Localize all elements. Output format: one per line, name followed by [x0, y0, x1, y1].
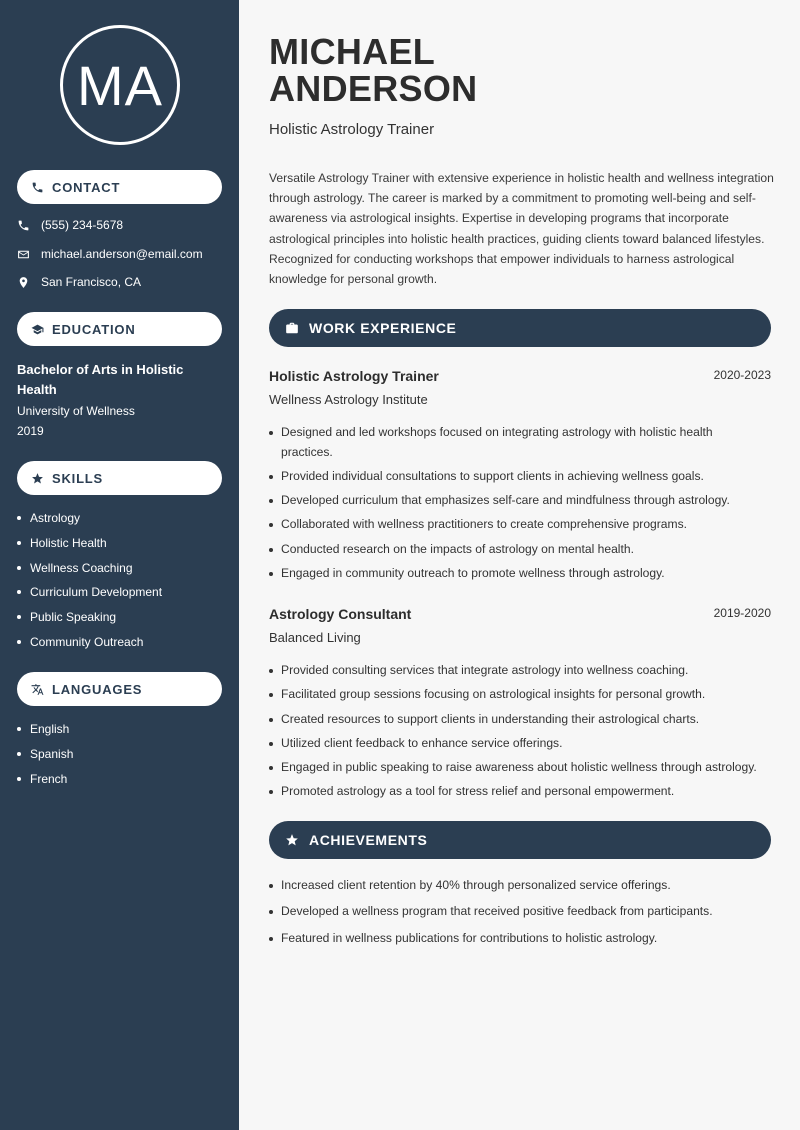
language-item: Spanish [17, 746, 73, 771]
contact-heading [17, 170, 222, 204]
job-headline: Holistic Astrology Trainer [269, 121, 435, 138]
star-icon [31, 472, 44, 485]
education-heading [17, 312, 222, 346]
skill-item: Astrology [17, 510, 162, 535]
job-bullet: Facilitated group sessions focusing on astrological insights for personal growth. [269, 685, 764, 705]
job-bullet: Created resources to support clients in understanding their astrological charts. [269, 710, 764, 730]
education-degree: Bachelor of Arts in Holistic Health [17, 362, 184, 397]
skill-item: Community Outreach [17, 634, 162, 659]
achievement-item: Featured in wellness publications for contributions to holistic astrology. [269, 929, 769, 949]
job-bullet: Provided individual consultations to support clients in achieving wellness goals. [269, 467, 764, 487]
job-title: Holistic Astrology Trainer [269, 368, 439, 384]
phone-icon [31, 181, 44, 194]
achievements-heading [269, 821, 771, 859]
job-bullet: Conducted research on the impacts of astrology on mental health. [269, 540, 764, 560]
job-bullet: Collaborated with wellness practitioners to create comprehensive programs. [269, 515, 764, 535]
name-first: MICHAEL [269, 31, 436, 72]
job-bullet: Engaged in public speaking to raise awareness about holistic wellness through astrology. [269, 758, 764, 778]
education-year: 2019 [17, 424, 44, 438]
graduation-cap-icon [31, 323, 44, 336]
languages-heading-label: LANGUAGES [52, 681, 143, 697]
location-pin-icon [17, 276, 30, 289]
job-bullet: Utilized client feedback to enhance service offerings. [269, 734, 764, 754]
education-school: University of Wellness [17, 404, 135, 418]
job-bullet: Provided consulting services that integrate astrology into wellness coaching. [269, 661, 764, 681]
sidebar [0, 0, 239, 1130]
work-experience-heading-label: WORK EXPERIENCE [309, 320, 457, 336]
job-bullets [269, 423, 764, 588]
name-last: ANDERSON [269, 68, 478, 109]
phone-icon [17, 219, 30, 232]
language-item: English [17, 721, 73, 746]
job-bullet: Designed and led workshops focused on integrating astrology with holistic health practices. [269, 423, 764, 462]
job-bullets [269, 661, 764, 807]
achievement-item: Developed a wellness program that received positive feedback from participants. [269, 902, 769, 922]
job-bullet: Developed curriculum that emphasizes self-care and mindfulness through astrology. [269, 491, 764, 511]
skills-heading-label: SKILLS [52, 470, 104, 486]
email-text[interactable]: michael.anderson@email.com [41, 247, 203, 261]
job-company: Balanced Living [269, 630, 361, 645]
job-dates: 2019-2020 [713, 606, 771, 620]
star-icon [285, 833, 299, 847]
work-experience-heading [269, 309, 771, 347]
achievements-list [269, 876, 769, 955]
translate-icon [31, 683, 44, 696]
skills-heading [17, 461, 222, 495]
avatar-initials: MA [60, 25, 180, 145]
skill-item: Holistic Health [17, 535, 162, 560]
skills-list [17, 510, 162, 659]
briefcase-icon [285, 321, 299, 335]
profile-summary: Versatile Astrology Trainer with extensive experience in holistic health and wellness integration through astrology. The career is marked by a commitment to promoting well-being and self-awareness via astrological insights. Expertise in developing programs that incorporate astrological principles into holistic health practices, guiding clients toward balanced lifestyles. Recognized for conducting workshops that empower individuals to harness astrological knowledge for personal growth. [269, 171, 774, 287]
person-name [269, 33, 769, 107]
job-title: Astrology Consultant [269, 606, 412, 622]
contact-location [17, 275, 141, 289]
location-text: San Francisco, CA [41, 275, 142, 289]
phone-text: (555) 234-5678 [41, 218, 124, 232]
achievement-item: Increased client retention by 40% through personalized service offerings. [269, 876, 769, 896]
contact-phone [17, 218, 123, 232]
job-bullet: Promoted astrology as a tool for stress relief and personal empowerment. [269, 782, 764, 802]
languages-list [17, 721, 73, 795]
email-icon [17, 248, 30, 261]
skill-item: Curriculum Development [17, 584, 162, 609]
job-bullet: Engaged in community outreach to promote wellness through astrology. [269, 564, 764, 584]
contact-email [17, 247, 203, 261]
job-company: Wellness Astrology Institute [269, 392, 428, 407]
achievements-heading-label: ACHIEVEMENTS [309, 832, 428, 848]
skill-item: Public Speaking [17, 609, 162, 634]
skill-item: Wellness Coaching [17, 560, 162, 585]
education-heading-label: EDUCATION [52, 321, 136, 337]
language-item: French [17, 771, 73, 796]
job-dates: 2020-2023 [713, 368, 771, 382]
contact-heading-label: CONTACT [52, 179, 121, 195]
languages-heading [17, 672, 222, 706]
